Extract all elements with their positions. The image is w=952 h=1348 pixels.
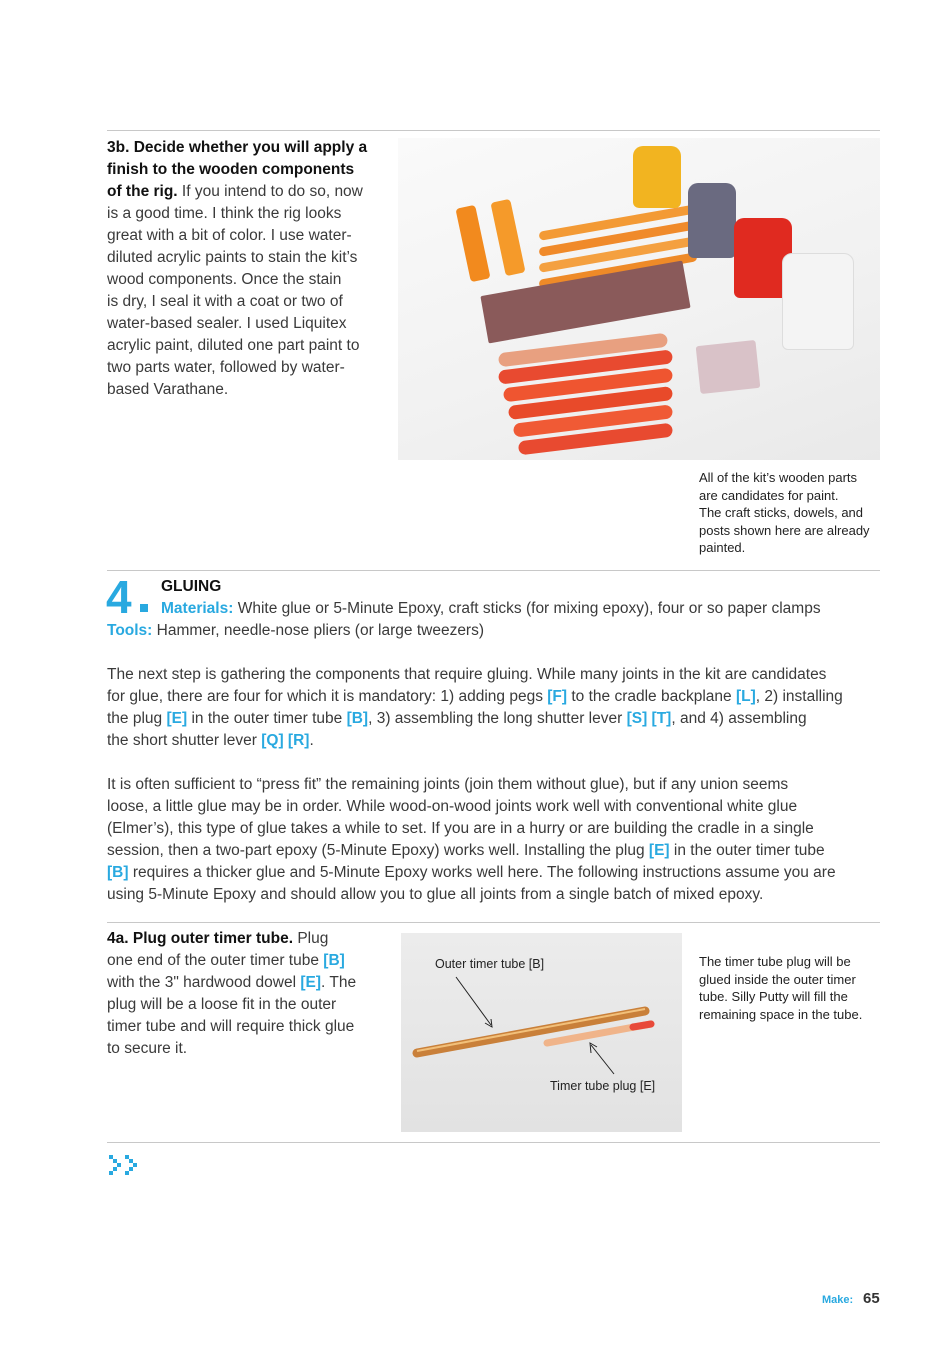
caption-line: The timer tube plug will be [699,954,851,969]
section-3b-body: acrylic paint, diluted one part paint to [107,337,360,354]
paragraph-line: (Elmer’s), this type of glue takes a while to set. If you are in a hurry or are building the cradle in a single [107,820,814,837]
paragraph-text: , 2) installing [755,688,843,705]
page-number: 65 [863,1290,880,1307]
part-reference: [F] [547,688,568,705]
section-3b-body: wood components. Once the stain [107,271,342,288]
paragraph-text: requires a thicker glue and 5-Minute Epoxy works well here. The following instructions assume you are [132,864,836,881]
photo-label-outer-tube: Outer timer tube [B] [435,957,545,971]
painted-post [455,205,490,283]
section-3b-body: great with a bit of color. I use water- [107,227,352,244]
photo-caption [699,953,884,1023]
section-4a [107,928,392,1060]
section-3b-title-line: finish to the wooden components [107,161,355,178]
divider [107,1142,880,1143]
paragraph-text: in the outer timer tube [191,710,343,727]
paragraph-text: the short shutter lever [107,732,257,749]
paragraph-glue-types [107,774,887,906]
part-reference: [L] [735,688,756,705]
caption-line: painted. [699,540,746,555]
painted-block [696,340,761,394]
tools-text: Hammer, needle-nose pliers (or large tweezers) [156,622,485,639]
section-4a-text: with the 3" hardwood dowel [107,974,297,991]
tools-line [107,620,880,642]
tools-label: Tools: [107,622,153,639]
section-3b-body: If you intend to do so, now [181,183,363,200]
section-3b-body: based Varathane. [107,381,229,398]
section-3b-title-line: 3b. Decide whether you will apply a [107,139,368,156]
caption-line: glued inside the outer timer [699,971,856,987]
caption-line: remaining space in the tube. [699,1006,863,1022]
section-4a-title: 4a. Plug outer timer tube. [107,930,294,947]
paragraph-text: to the cradle backplane [571,688,732,705]
caption-line: The craft sticks, dowels, and [699,505,864,520]
divider [107,570,880,571]
section-3b-body: two parts water, followed by water- [107,359,345,376]
part-reference: [S] [T] [626,710,672,727]
part-reference: [Q] [R] [261,732,310,749]
arrow-line [456,977,491,1025]
caption-line: All of the kit’s wooden parts [699,470,858,485]
section-3b-body: diluted acrylic paints to stain the kit’s [107,249,358,266]
continue-arrows-icon [109,1153,143,1177]
step-number-dot [140,604,148,612]
paragraph-text: , and 4) assembling [671,710,807,727]
paragraph-text: session, then a two-part epoxy (5-Minute Epoxy) works well. Installing the plug [107,842,645,859]
caption-line: are candidates for paint. [699,487,839,503]
painted-post [490,199,525,277]
paragraph-line: It is often sufficient to “press fit” the remaining joints (join them without glue), but if any union seems [107,776,789,793]
section-3b-body: water-based sealer. I used Liquitex [107,315,347,332]
divider [107,922,880,923]
paint-jar [633,146,681,208]
timer-tube-plug-tip [633,1024,651,1027]
photo-label-plug: Timer tube plug [E] [550,1079,656,1093]
paragraph-line: using 5-Minute Epoxy and should allow you to glue all joints from a single batch of mixed epoxy. [107,886,764,903]
part-reference: [E] [300,974,322,991]
magazine-brand: Make: [822,1294,854,1306]
part-reference: [B] [346,710,369,727]
step-4-header [161,576,881,620]
caption-line: tube. Silly Putty will fill the [699,989,848,1004]
section-4a-text: to secure it. [107,1040,188,1057]
paint-jar [688,183,736,258]
photo-caption [699,469,884,557]
paragraph-line: loose, a little glue may be in order. While wood-on-wood joints work well with conventional white glue [107,798,798,815]
section-3b-body: is dry, I seal it with a coat or two of [107,293,343,310]
part-reference: [E] [166,710,188,727]
timer-tube-illustration [401,933,682,1132]
paragraph-text: for glue, there are four for which it is mandatory: 1) adding pegs [107,688,543,705]
materials-label: Materials: [161,600,234,617]
paint-jar [782,253,854,350]
paragraph-text: the plug [107,710,163,727]
section-4a-text: plug will be a loose fit in the outer [107,996,337,1013]
step-number: 4 [106,571,131,623]
step-title: GLUING [161,578,222,595]
paragraph-text: in the outer timer tube [673,842,825,859]
part-reference: [B] [323,952,345,969]
timer-tube-photo [401,933,682,1132]
section-4a-text: . The [321,974,357,991]
section-4a-text: timer tube and will require thick glue [107,1018,355,1035]
section-4a-text: Plug [297,930,329,947]
materials-text: White glue or 5-Minute Epoxy, craft sticks (for mixing epoxy), four or so paper clamps [237,600,821,617]
painted-parts-photo [398,138,880,460]
divider [107,130,880,131]
arrow-head [485,1019,492,1027]
caption-line: posts shown here are already [699,522,870,538]
paragraph-text: , 3) assembling the long shutter lever [368,710,623,727]
section-3b-title-line: of the rig. [107,183,178,200]
section-4a-text: one end of the outer timer tube [107,952,319,969]
paragraph-gluing-intro [107,664,887,752]
paragraph-text: . [309,732,314,749]
paragraph-line: The next step is gathering the components that require gluing. While many joints in the kit are candidates [107,666,827,683]
part-reference: [E] [648,842,670,859]
part-reference: [B] [107,864,129,881]
section-3b [107,137,392,401]
section-3b-body: is a good time. I think the rig looks [107,205,342,222]
arrow-line [591,1045,614,1074]
